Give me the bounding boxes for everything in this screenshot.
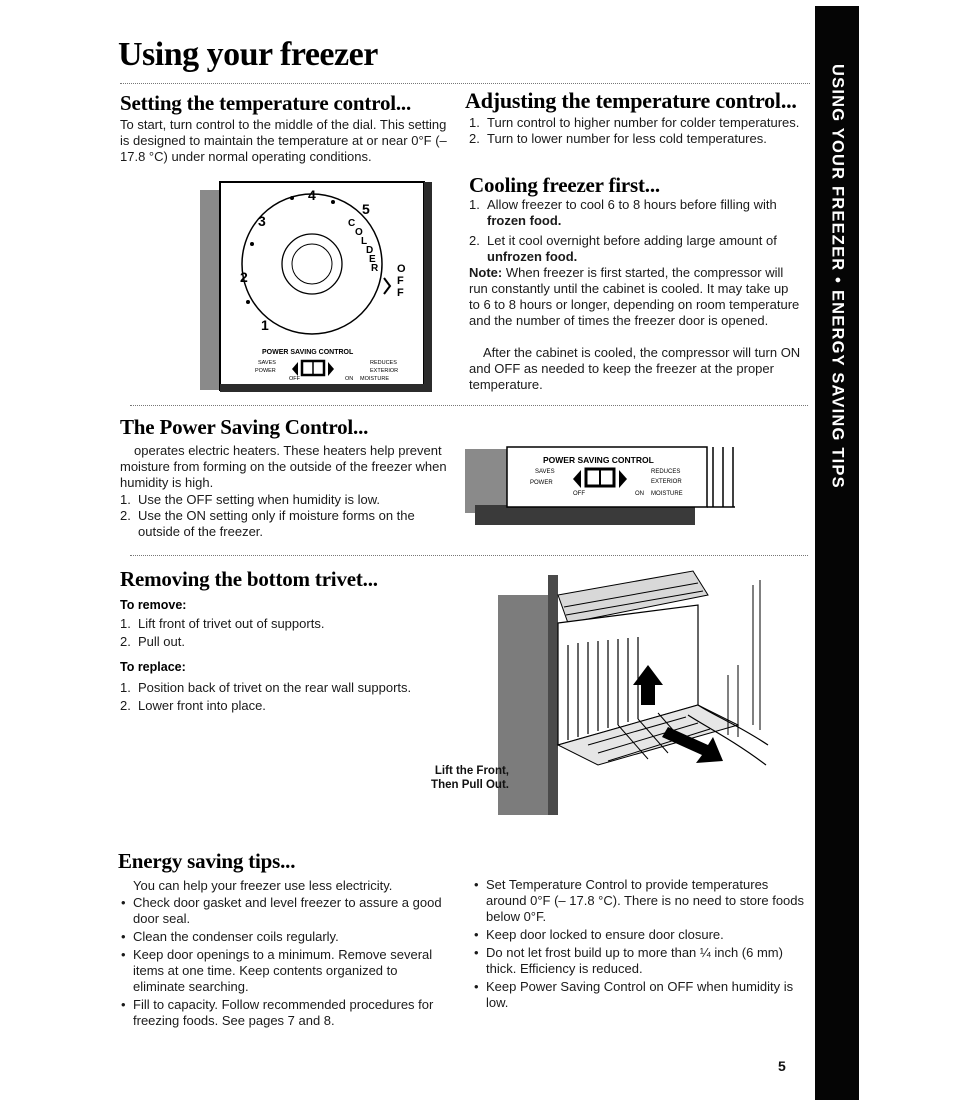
- step-text: Turn control to higher number for colder temperatures.: [487, 115, 800, 130]
- list-item: [120, 508, 452, 540]
- step-number: 2.: [469, 233, 480, 248]
- panel-title: POWER SAVING CONTROL: [543, 455, 654, 465]
- off-letter: O: [397, 263, 406, 275]
- cooling-after: After the cabinet is cooled, the compressor will turn ON and OFF as needed to keep the freezer at the proper temperature.: [469, 345, 801, 392]
- temperature-dial-illustration: [200, 178, 440, 396]
- panel-reduces: REDUCES: [651, 469, 681, 475]
- dial-panel-moisture: MOISTURE: [360, 376, 390, 382]
- step-number: 1.: [469, 115, 480, 130]
- title-divider: [120, 83, 810, 84]
- dial-panel-exterior: EXTERIOR: [370, 368, 399, 374]
- step-text: Use the ON setting only if moisture forms on the outside of the freezer.: [138, 508, 415, 539]
- list-item: [120, 698, 450, 714]
- dial-panel-title: POWER SAVING CONTROL: [262, 349, 354, 356]
- step-text: Lower front into place.: [138, 698, 266, 713]
- list-item: • Check door gasket and level freezer to assure a good door seal.: [121, 895, 451, 927]
- dial-number-3: 3: [258, 213, 266, 229]
- panel-off: OFF: [573, 491, 585, 497]
- adjusting-heading: Adjusting the temperature control...: [465, 88, 797, 113]
- adjusting-steps: [469, 115, 804, 147]
- panel-saves: SAVES: [535, 469, 555, 475]
- panel-on: ON: [635, 491, 644, 497]
- side-tab-label: USING YOUR FREEZER • ENERGY SAVING TIPS: [828, 64, 847, 489]
- step-number: 2.: [120, 698, 131, 713]
- dial-dot: [250, 242, 254, 246]
- dial-panel-reduces: REDUCES: [370, 360, 397, 366]
- list-item: • Fill to capacity. Follow recommended procedures for freezing foods. See pages 7 and 8.: [121, 997, 451, 1029]
- section-divider: [130, 405, 808, 406]
- step-text: Allow freezer to cool 6 to 8 hours before filling with: [487, 197, 777, 212]
- list-item: [469, 233, 804, 265]
- dial-dot: [331, 200, 335, 204]
- cooling-steps: [469, 197, 804, 265]
- step-text: Lift front of trivet out of supports.: [138, 616, 325, 631]
- list-item: [469, 115, 804, 131]
- cooling-heading: Cooling freezer first...: [469, 173, 660, 197]
- power-saving-steps: [120, 492, 452, 540]
- step-text: Pull out.: [138, 634, 185, 649]
- trivet-heading: Removing the bottom trivet...: [120, 567, 378, 591]
- dial-panel-off: OFF: [289, 376, 300, 382]
- power-saving-control-illustration: [465, 443, 740, 528]
- note-label: Note:: [469, 265, 503, 280]
- remove-steps: [120, 616, 450, 650]
- section-divider: [130, 555, 808, 556]
- step-number: 1.: [120, 492, 131, 507]
- setting-body: To start, turn control to the middle of the dial. This setting is designed to maintain the temperature at or near 0°F (– 17.8 °C) under normal operating conditions.: [120, 117, 447, 164]
- off-letter: F: [397, 287, 404, 299]
- energy-heading: Energy saving tips...: [118, 849, 296, 873]
- dial-panel-power: POWER: [255, 368, 276, 374]
- list-item: • Keep door locked to ensure door closure.: [474, 927, 806, 943]
- panel-power: POWER: [530, 480, 553, 486]
- side-tab: [815, 6, 859, 1100]
- off-letter: F: [397, 275, 404, 287]
- panel-exterior: EXTERIOR: [651, 479, 682, 485]
- step-number: 2.: [120, 508, 131, 523]
- caption-line: Then Pull Out.: [431, 779, 509, 791]
- dial-number-1: 1: [261, 317, 269, 333]
- trivet-caption: [405, 764, 509, 792]
- list-item: [120, 616, 450, 632]
- list-item: • Keep door openings to a minimum. Remove several items at one time. Keep contents organized to eliminate searching.: [121, 947, 451, 995]
- trivet-figure: [498, 565, 776, 815]
- list-item: [469, 131, 804, 147]
- setting-heading: Setting the temperature control...: [120, 91, 412, 115]
- power-saving-body: operates electric heaters. These heaters help prevent moisture from forming on the outside of the freezer when humidity is high.: [120, 443, 447, 490]
- to-remove-label: To remove:: [120, 598, 187, 612]
- dial-number-2: 2: [240, 269, 248, 285]
- step-number: 1.: [120, 680, 131, 695]
- colder-letter: C: [348, 218, 356, 229]
- step-text: Turn to lower number for less cold temperatures.: [487, 131, 767, 146]
- power-saving-heading: The Power Saving Control...: [120, 415, 369, 439]
- step-number: 1.: [469, 197, 480, 212]
- dial-panel-saves: SAVES: [258, 360, 276, 366]
- list-item: [469, 197, 804, 229]
- to-replace-label: To replace:: [120, 660, 186, 674]
- list-item: • Keep Power Saving Control on OFF when humidity is low.: [474, 979, 806, 1011]
- dial-dot: [246, 300, 250, 304]
- panel-moisture: MOISTURE: [651, 491, 683, 497]
- step-number: 2.: [120, 634, 131, 649]
- page-title: Using your freezer: [118, 36, 378, 73]
- step-text: Position back of trivet on the rear wall supports.: [138, 680, 412, 695]
- page-number: 5: [778, 1058, 786, 1074]
- dial-number-4: 4: [308, 187, 316, 203]
- energy-tips-right: [474, 877, 806, 1013]
- list-item: • Set Temperature Control to provide temperatures around 0°F (– 17.8 °C). There is no need to store foods below 0°F.: [474, 877, 806, 925]
- step-text: Let it cool overnight before adding large amount of: [487, 233, 777, 248]
- step-number: 1.: [120, 616, 131, 631]
- dial-number-5: 5: [362, 201, 370, 217]
- colder-letter: L: [361, 236, 368, 247]
- power-saving-control-figure: [465, 443, 740, 528]
- step-emphasis: frozen food.: [487, 213, 562, 228]
- colder-letter: O: [355, 227, 363, 238]
- colder-letter: D: [366, 245, 374, 256]
- step-text: Use the OFF setting when humidity is low.: [138, 492, 381, 507]
- replace-steps: [120, 680, 450, 714]
- list-item: [120, 680, 450, 696]
- step-emphasis: unfrozen food.: [487, 249, 578, 264]
- cooling-note: [469, 265, 802, 329]
- temperature-dial-figure: [200, 178, 440, 396]
- step-number: 2.: [469, 131, 480, 146]
- list-item: • Clean the condenser coils regularly.: [121, 929, 451, 945]
- freezer-interior-illustration: [498, 565, 776, 815]
- list-item: [120, 492, 452, 508]
- caption-line: Lift the Front,: [434, 765, 509, 777]
- colder-letter: R: [371, 263, 379, 274]
- list-item: • Do not let frost build up to more than ¼ inch (6 mm) thick. Efficiency is reduced.: [474, 945, 806, 977]
- colder-letter: E: [369, 254, 376, 265]
- dial-dot: [290, 196, 294, 200]
- note-text: When freezer is first started, the compressor will run constantly until the cabinet is cooled. It may take up to 6 to 8 hours or longer, depending on room temperature and the number of times the freezer door is opened.: [469, 265, 800, 328]
- energy-tips-left: [121, 895, 451, 1031]
- dial-panel-on: ON: [345, 376, 354, 382]
- energy-intro: You can help your freezer use less electricity.: [133, 878, 393, 893]
- list-item: [120, 634, 450, 650]
